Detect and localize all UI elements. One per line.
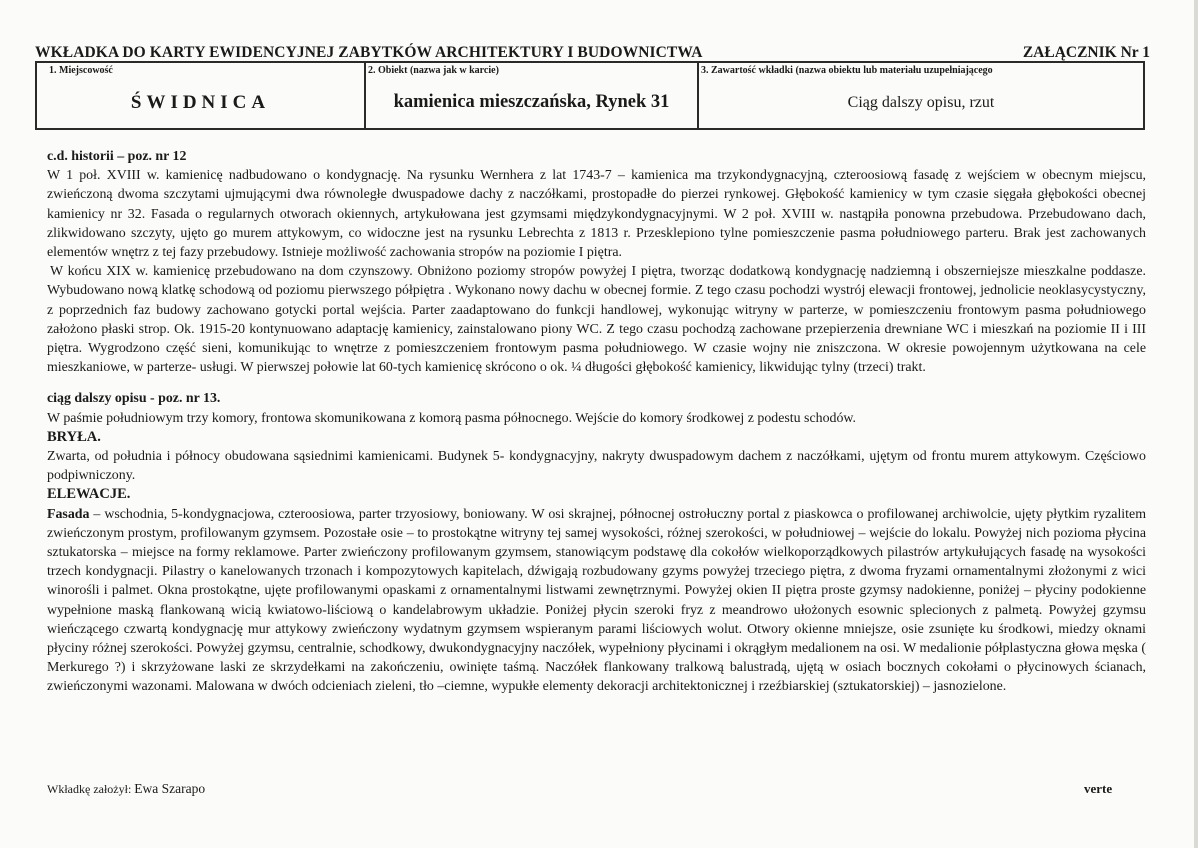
field-object-value: kamienica mieszczańska, Rynek 31 (393, 92, 670, 112)
document-body (47, 147, 1146, 697)
field-contents-value: Ciąg dalszy opisu, rzut (847, 94, 995, 111)
field-locality (37, 63, 364, 128)
form-header-table (35, 61, 1145, 130)
description-paragraph-1: W paśmie południowym trzy komory, frontowa skomunikowana z komorą pasma północnego. Wejście do komory środkowej z podestu schodów. (47, 410, 857, 426)
history-heading: c.d. historii – poz. nr 12 (47, 149, 187, 164)
document-title: WKŁADKA DO KARTY EWIDENCYJNEJ ZABYTKÓW ARCHITEKTURY I BUDOWNICTWA (35, 44, 703, 61)
history-paragraph-2: W końcu XIX w. kamienicę przebudowano na dom czynszowy. Obniżono poziomy stropów powyżej I piętra, tworząc dodatkową kondygnację nadziemną i obszerniejsze mieszkalne poddasze. Wybudowano nową klatkę schodową od poziomu pierwszego półpiętra . Wykonano nowy dachu w obecnej formie. Z tego czasu pochodzi wystrój elewacji frontowej, jednolicie neoklasycystyczny, z poprzednich faz budowy zachowano gotycki portal wejścia. Parter zaadaptowano do funkcji handlowej, wykonując witryny w parterze, w pomieszczeniu frontowym pasma południowego założono płaski strop. Ok. 1915-20 kontynuowano adaptację kamienicy, zainstalowano piony WC. Z tego czasu pochodzą zachowane przepierzenia drewniane WC i mieszkań na poziomie II i III piętra. Wygrodzono część sieni, komunikując to wnętrze z pomieszczeniem frontowym pasma południowego. W czasie wojny nie zniszczona. W okresie powojennym użytkowana na cele mieszkaniowe, w parterze- usługi. W pierwszej połowie lat 60-tych kamienicę skrócono o ok. ¼ długości głębokość kamienicy, likwidując tylny (trzeci) trakt. (47, 264, 1146, 376)
author-label: Wkładkę założył: (47, 782, 135, 796)
fasada-text: – wschodnia, 5-kondygnacjowa, czteroosiowa, parter trzyosiowy, boniowany. W osi skrajnej, północnej ostrołuczny portal z piaskowca o profilowanej archiwolcie, ujęty płytkim ryzalitem zwieńczonym prostym, profilowanym gzymsem. Pozostałe osie – to prostokątne witryny tej samej wysokości, różnej szerokości, w południowej – wejście do lokalu. Powyżej nich pozioma płycina sztukatorska – miejsce na formy reklamowe. Parter zwieńczony profilowanym gzymsem, stanowiącym podstawę dla cokołów wielkoporządkowych pilastrów artykułujących fasadę na wysokości trzech kondygnacji. Pilastry o kanelowanych trzonach i kompozytowych kapitelach, dźwigają rozbudowany gzyms powyżej trzeciego piętra, z dwoma fryzami ornamentalnymi złożonymi z wici winorośli i palmet. Okna prostokątne, ujęte profilowanymi opaskami z ornamentalnymi listwami zewnętrznymi. Powyżej okien II piętra proste gzymsy nadokienne, poniżej – płyciny podokienne wypełnione maską flankowaną wicią kwiatowo-liściową o kandelabrowym układzie. Poniżej płycin szeroki fryz z meandrowo ułożonych esownic splecionych z palmetą. Powyżej gzymsu wieńczącego czwartą kondygnację mur attykowy zwieńczony wydatnym gzymsem wspieranym parami liściowych wolut. Otwory okienne mniejsze, osie zsunięte ku środkowi, miedzy oknami płyciny różnej szerokości. Powyżej gzymsu, centralnie, schodkowy, dwukondygnacyjny naczółek, wypełniony płycinami i okrągłym medalionem na osi. W medalionie półplastyczna głowa męska ( Merkurego ?) i skrzyżowane laski ze skrzydełkami na zakończeniu, owinięte taśmą. Naczółek flankowany tralkową balustradą, ujętą w osiach bocznych cokołami o płycinowych ścianach, zwieńczonymi wazonami. Malowana w dwóch odcieniach zieleni, tło –ciemne, wypukłe elementy dekoracji architektonicznej i rzeźbiarskiej (sztukatorskiej) – jasnozielone. (47, 506, 1146, 695)
description-heading: ciąg dalszy opisu - poz. nr 13. (47, 391, 221, 407)
page-edge (1194, 0, 1198, 848)
bryla-heading: BRYŁA. (47, 428, 101, 445)
verte-note: verte (1084, 781, 1113, 796)
author-name: Ewa Szarapo (134, 781, 206, 796)
fasada-paragraph (47, 505, 1146, 697)
annex-number: ZAŁĄCZNIK Nr 1 (1022, 44, 1150, 61)
history-paragraph-1: W 1 poł. XVIII w. kamienicę nadbudowano o kondygnację. Na rysunku Wernhera z lat 1743-7 – kamienica ma trzykondygnacyjną, czteroosiową fasadę z wejściem w obecnym miejscu, zwieńczoną dwoma szczytami ujmującymi dwa równoległe dwuspadowe dachy z naczółkami, prostopadłe do pierzei rynkowej. Głębokość kamienicy w tym czasie sięgała głębokości obecnej kamienicy nr 32. Fasada o regularnych otworach okiennych, artykułowana jest gzymsami międzykondygnacyjnymi. W 2 poł. XVIII w. nastąpiła ponowna przebudowa. Przebudowano dach, zlikwidowano szczyty, ujęto go murem attykowym, co widoczne jest na rysunku Lebrechta z 1813 r. Przesklepiono tylne pomieszczenie pasma południowego parteru. Brak jest zachowanych elementów wnętrz z tej fazy przebudowy. Istnieje możliwość zachowania stropów na poziomie I piętra. (47, 168, 1146, 261)
field-object (364, 63, 697, 128)
field-contents (697, 63, 1143, 128)
author-line (47, 781, 205, 797)
bryla-text: Zwarta, od południa i północy obudowana sąsiednimi kamienicami. Budynek 5- kondygnacyjny, nakryty dwuspadowym dachem z naczółkami, ujętym od frontu murem attykowym. Częściowo podpiwniczony. (47, 449, 1146, 484)
field-object-label: 2. Obiekt (nazwa jak w karcie) (368, 65, 499, 76)
field-locality-value: ŚWIDNICA (130, 92, 271, 113)
fasada-lead: Fasada (47, 506, 90, 522)
field-locality-label: 1. Miejscowość (49, 65, 113, 76)
section-gap (47, 377, 1146, 389)
field-contents-label: 3. Zawartość wkładki (nazwa obiektu lub materiału uzupełniającego (701, 65, 993, 76)
elewacje-heading: ELEWACJE. (47, 486, 131, 503)
